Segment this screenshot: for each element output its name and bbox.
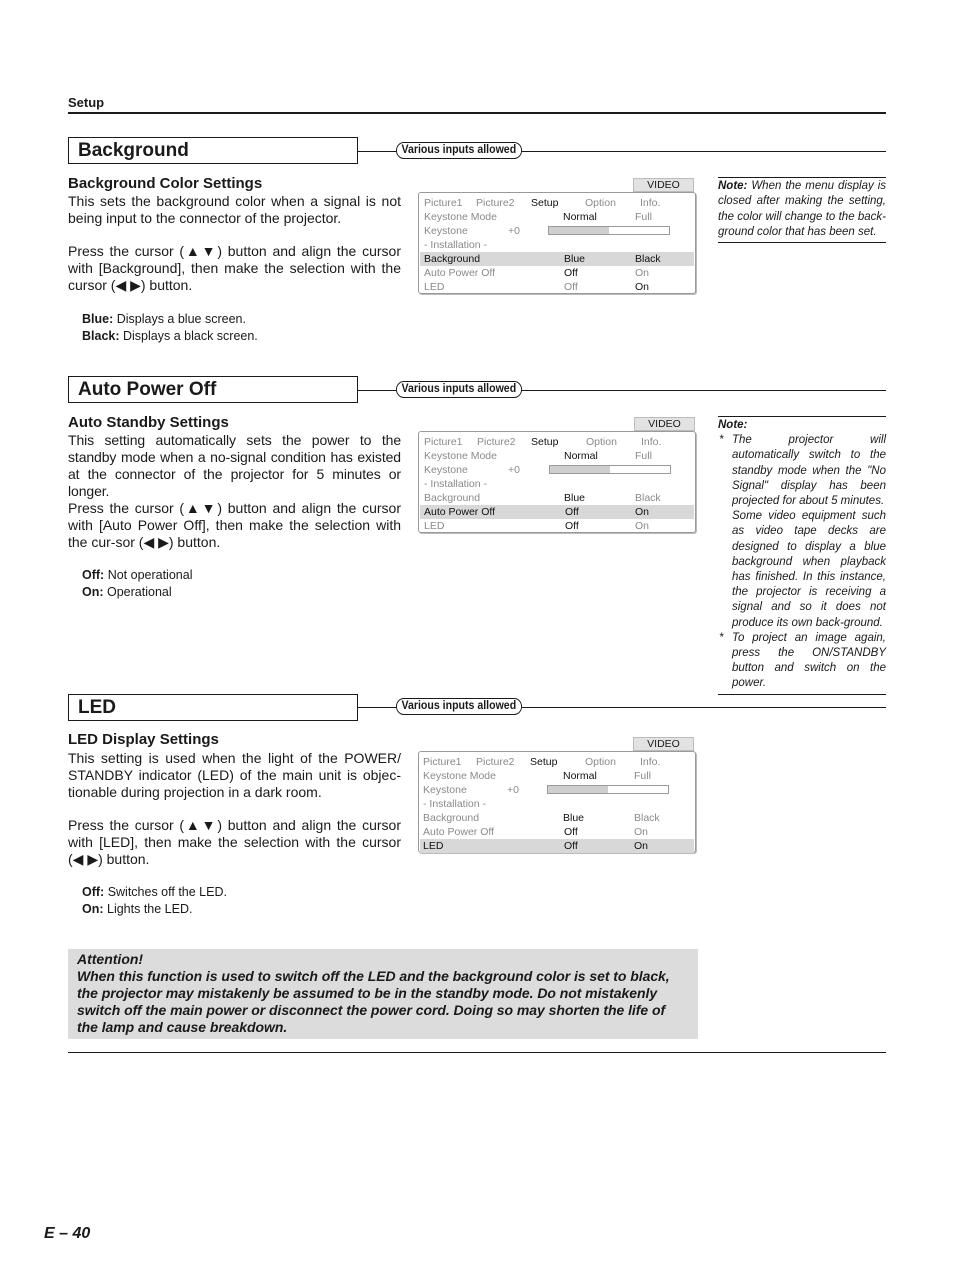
menu-option: Off bbox=[564, 840, 578, 852]
definition-text: Switches off the LED. bbox=[104, 885, 227, 899]
subsection-title: LED Display Settings bbox=[68, 731, 219, 748]
menu-option: Full bbox=[635, 211, 652, 223]
note-text: Some video equipment such as video tape decks are designed to display a blue background when playback has finished. In this instance, the projector is receiving a signal and so it does not produce its own back-ground. bbox=[732, 510, 886, 629]
menu-tab-video: VIDEO bbox=[634, 417, 695, 431]
definition-item bbox=[82, 584, 172, 601]
note-box bbox=[718, 416, 886, 695]
menu-tabs-row bbox=[419, 435, 695, 449]
menu-row-label: Keystone bbox=[424, 464, 468, 476]
note-box bbox=[718, 177, 886, 243]
definition-text: Displays a black screen. bbox=[119, 329, 258, 343]
menu-row-background bbox=[420, 252, 694, 266]
menu-option: On bbox=[635, 281, 650, 293]
definition-text: Lights the LED. bbox=[103, 902, 193, 916]
menu-row-label: LED bbox=[424, 281, 445, 293]
menu-option: On bbox=[634, 840, 649, 852]
definition-text: Not operational bbox=[104, 568, 193, 582]
menu-option: Off bbox=[565, 520, 579, 532]
note-item: * The projector will automatically switch to the standby mode when the "No Signal" display has been projected for about 5 minutes. bbox=[719, 434, 886, 508]
keystone-slider bbox=[548, 226, 670, 235]
menu-row-installation bbox=[419, 238, 695, 252]
section-title-background: Background bbox=[68, 137, 358, 164]
subsection-title: Background Color Settings bbox=[68, 175, 263, 192]
menu-row-keystone bbox=[419, 463, 695, 477]
menu-option: Full bbox=[635, 450, 652, 462]
menu-option: Full bbox=[634, 770, 651, 782]
menu-tab-label: Info. bbox=[641, 436, 662, 448]
paragraph: This setting is used when the light of the POWER/ STANDBY indicator (LED) of the main unit is objec-tionable during projection in a dark room. bbox=[68, 750, 401, 800]
subsection-title: Auto Standby Settings bbox=[68, 414, 229, 431]
paragraph: Press the cursor (▲▼) button and align the cursor with [LED], then make the selection with the cursor (◀ ▶) button. bbox=[68, 817, 401, 867]
footer-rule bbox=[68, 1052, 886, 1053]
definition-text: Displays a blue screen. bbox=[113, 312, 246, 326]
menu-row-auto-power-off bbox=[419, 266, 695, 280]
menu-option: Black bbox=[635, 253, 661, 265]
attention-box bbox=[68, 949, 698, 1039]
note-item bbox=[718, 509, 886, 631]
menu-row-label: Background bbox=[424, 492, 481, 504]
menu-tab-label: Setup bbox=[531, 197, 559, 209]
note-text: When the menu display is closed after making the setting, the color will change to the back-ground color that has been set. bbox=[718, 180, 886, 238]
menu-screen-background bbox=[418, 192, 696, 294]
menu-row-label: Auto Power Off bbox=[423, 826, 495, 838]
menu-value: +0 bbox=[508, 464, 520, 476]
menu-tab-label: Info. bbox=[640, 756, 661, 768]
inputs-badge: Various inputs allowed bbox=[396, 698, 522, 715]
menu-tab-video: VIDEO bbox=[633, 737, 694, 751]
inputs-badge: Various inputs allowed bbox=[396, 381, 522, 398]
menu-tab-label: Picture1 bbox=[423, 756, 462, 768]
menu-tab-video: VIDEO bbox=[633, 178, 694, 192]
menu-value: +0 bbox=[507, 784, 519, 796]
menu-tab-label: Info. bbox=[640, 197, 661, 209]
note-text: The projector will automatically switch to the standby mode when the "No Signal" display has been projected for about 5 minutes. bbox=[732, 434, 886, 508]
menu-row-label: LED bbox=[423, 840, 444, 852]
definition-term: Black: bbox=[82, 329, 120, 343]
menu-tab-label: Picture2 bbox=[476, 197, 515, 209]
menu-row-label: Keystone Mode bbox=[424, 450, 497, 462]
menu-row-auto-power-off bbox=[419, 825, 695, 839]
menu-tab-label: Setup bbox=[530, 756, 558, 768]
menu-tab-label: Picture2 bbox=[476, 756, 515, 768]
definition-item bbox=[82, 901, 192, 918]
menu-option: On bbox=[634, 826, 649, 838]
menu-row-label: Background bbox=[424, 253, 481, 265]
inputs-badge: Various inputs allowed bbox=[396, 142, 522, 159]
menu-row-label: LED bbox=[424, 520, 445, 532]
menu-row-installation bbox=[419, 797, 695, 811]
menu-row-label: Keystone bbox=[424, 225, 468, 237]
menu-tab-label: Picture1 bbox=[424, 197, 463, 209]
note-label: Note: bbox=[718, 180, 748, 192]
definition-item bbox=[82, 328, 258, 345]
menu-tab-label: Option bbox=[585, 756, 616, 768]
menu-value: +0 bbox=[508, 225, 520, 237]
paragraph: This sets the background color when a signal is not being input to the connector of the projector. bbox=[68, 193, 401, 226]
header-rule bbox=[68, 112, 886, 114]
definition-term: On: bbox=[82, 902, 104, 916]
menu-row-keystone-mode bbox=[419, 210, 695, 224]
menu-option: Blue bbox=[564, 253, 586, 265]
menu-option: Blue bbox=[564, 492, 586, 504]
paragraph: Press the cursor (▲▼) button and align the cursor with [Auto Power Off], then make the selection with the cur-sor (◀ ▶) button. bbox=[68, 500, 401, 550]
menu-option: Off bbox=[564, 826, 578, 838]
menu-option: On bbox=[635, 267, 650, 279]
menu-option: On bbox=[635, 520, 650, 532]
attention-text: When this function is used to switch off the LED and the background color is set to black, the projector may mistakenly be assumed to be in the standby mode. Do not mistakenly switch off the main power or disconnect the power cord. Doing so may shorten the life of the lamp and cause breakdown. bbox=[77, 968, 670, 1035]
menu-tab-label: Option bbox=[585, 197, 616, 209]
menu-option: On bbox=[635, 506, 650, 518]
menu-option: Off bbox=[564, 281, 578, 293]
menu-option: Normal bbox=[564, 450, 598, 462]
menu-group-label: - Installation - bbox=[423, 798, 487, 810]
menu-option: Black bbox=[635, 492, 661, 504]
definition-term: On: bbox=[82, 585, 104, 599]
menu-option: Blue bbox=[563, 812, 585, 824]
menu-row-label: Keystone Mode bbox=[424, 211, 497, 223]
menu-screen-auto-power-off bbox=[418, 431, 696, 533]
menu-row-auto-power-off bbox=[420, 505, 694, 519]
definition-term: Off: bbox=[82, 568, 105, 582]
menu-row-keystone-mode bbox=[419, 769, 695, 783]
menu-tab-label: Picture1 bbox=[424, 436, 463, 448]
menu-row-label: Background bbox=[423, 812, 480, 824]
menu-row-label: Keystone bbox=[423, 784, 467, 796]
note-item: * To project an image again, press the ON/STANDBY button and switch on the power. bbox=[719, 631, 886, 690]
keystone-slider bbox=[547, 785, 669, 794]
paragraph: Press the cursor (▲▼) button and align the cursor with [Background], then make the selection with the cursor (◀ ▶) button. bbox=[68, 243, 401, 293]
menu-row-led bbox=[419, 519, 695, 533]
menu-row-keystone bbox=[419, 224, 695, 238]
page-number: E – 40 bbox=[44, 1225, 91, 1242]
running-header: Setup bbox=[68, 95, 105, 110]
definition-text: Operational bbox=[103, 585, 172, 599]
menu-option: Normal bbox=[563, 770, 597, 782]
menu-row-background bbox=[419, 491, 695, 505]
keystone-slider bbox=[549, 465, 671, 474]
menu-option: Off bbox=[564, 267, 578, 279]
definition-item bbox=[82, 884, 227, 901]
menu-tab-label: Setup bbox=[531, 436, 559, 448]
menu-row-led bbox=[419, 280, 695, 294]
menu-option: Black bbox=[634, 812, 660, 824]
menu-row-led bbox=[420, 839, 694, 853]
menu-tabs-row bbox=[419, 196, 695, 210]
menu-row-keystone bbox=[419, 783, 695, 797]
note-label: Note: bbox=[718, 419, 748, 431]
menu-row-installation bbox=[419, 477, 695, 491]
definition-term: Blue: bbox=[82, 312, 114, 326]
menu-row-background bbox=[419, 811, 695, 825]
menu-row-label: Keystone Mode bbox=[423, 770, 496, 782]
menu-option: Normal bbox=[563, 211, 597, 223]
attention-title: Attention! bbox=[77, 951, 144, 967]
menu-row-label: Auto Power Off bbox=[424, 267, 496, 279]
definition-term: Off: bbox=[82, 885, 105, 899]
paragraph: This setting automatically sets the power to the standby mode when a no-signal condition has existed at the connector of the projector for 5 minutes or longer. bbox=[68, 432, 401, 499]
section-title-auto-power-off: Auto Power Off bbox=[68, 376, 358, 403]
menu-tabs-row bbox=[419, 755, 695, 769]
menu-tab-label: Option bbox=[586, 436, 617, 448]
menu-option: Off bbox=[565, 506, 579, 518]
menu-group-label: - Installation - bbox=[424, 239, 488, 251]
menu-row-keystone-mode bbox=[419, 449, 695, 463]
menu-group-label: - Installation - bbox=[424, 478, 488, 490]
menu-row-label: Auto Power Off bbox=[424, 506, 496, 518]
definition-item bbox=[82, 311, 246, 328]
menu-tab-label: Picture2 bbox=[477, 436, 516, 448]
definition-item bbox=[82, 567, 192, 584]
note-text: To project an image again, press the ON/STANDBY button and switch on the power. bbox=[732, 631, 886, 690]
section-title-led: LED bbox=[68, 694, 358, 721]
menu-screen-led bbox=[418, 751, 696, 853]
